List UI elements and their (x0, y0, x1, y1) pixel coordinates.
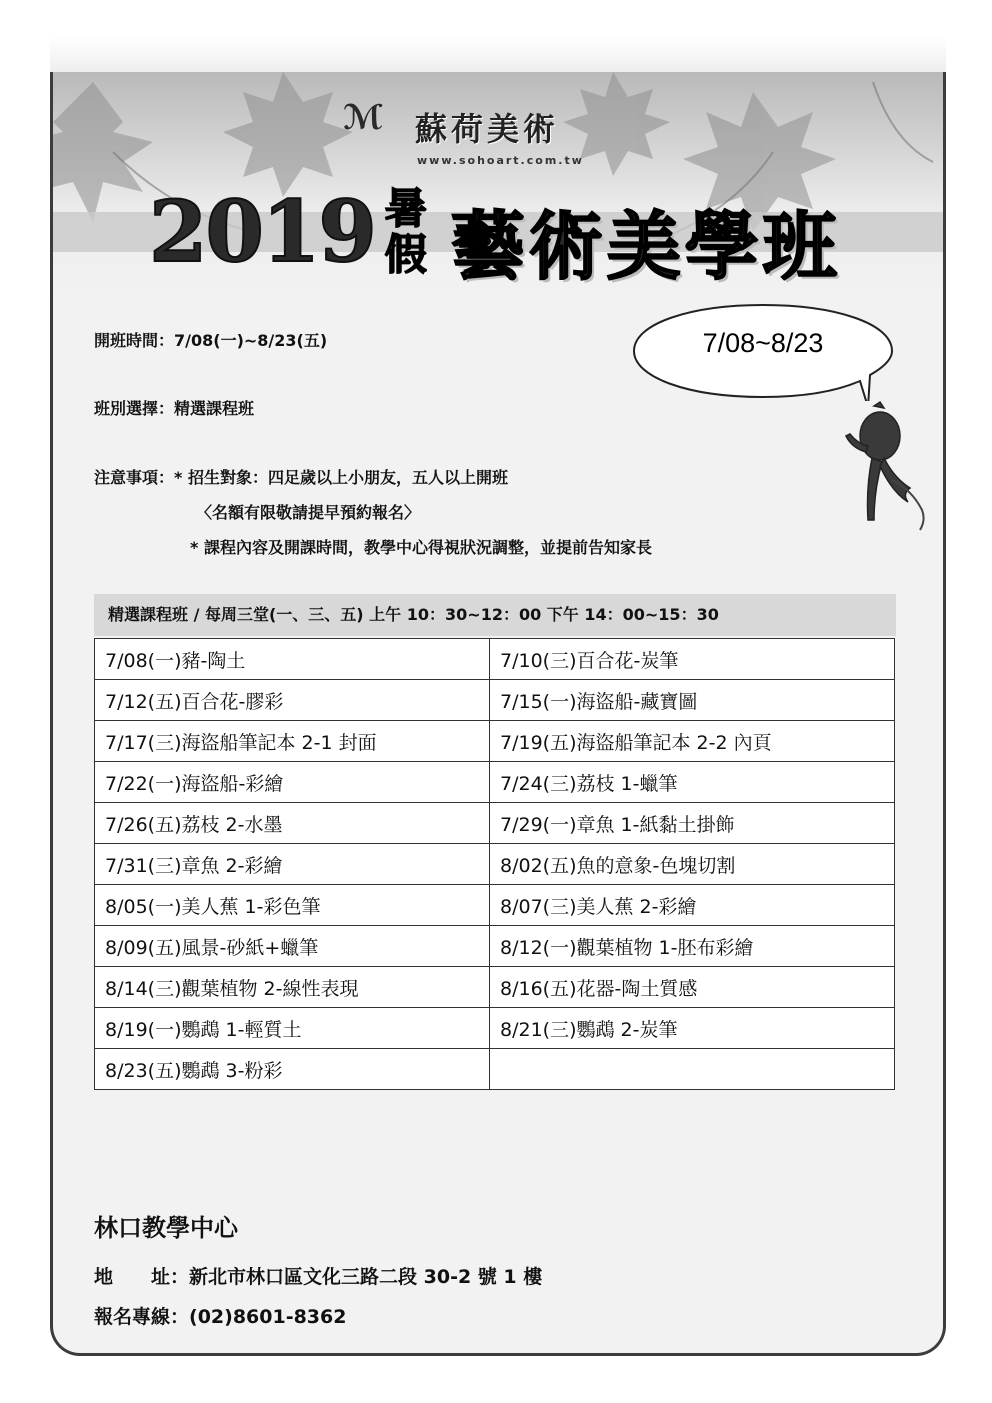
table-row (95, 967, 895, 1008)
table-cell: 7/26(五)荔枝 2-水墨 (95, 803, 490, 844)
table-cell: 8/05(一)美人蕉 1-彩色筆 (95, 885, 490, 926)
title-rest: 藝術美學班 (450, 204, 841, 290)
notes-line-1 (94, 465, 508, 488)
table-row (95, 844, 895, 885)
table-cell: 7/10(三)百合花-炭筆 (490, 639, 895, 680)
schedule-value: 7/08(一)~8/23(五) (174, 331, 328, 350)
address-line (94, 1262, 542, 1289)
table-row (95, 803, 895, 844)
top-shadow-strip (50, 36, 946, 74)
table-row (95, 639, 895, 680)
schedule-header: 精選課程班 / 每周三堂(一、三、五) 上午 10：30~12：00 下午 14：00~15：30 (94, 594, 896, 636)
table-cell: 8/02(五)魚的意象-色塊切割 (490, 844, 895, 885)
brand-url: www.sohoart.com.tw (417, 154, 584, 167)
class-line (94, 396, 254, 419)
table-cell: 8/19(一)鸚鵡 1-輕質土 (95, 1008, 490, 1049)
header-banner (53, 72, 943, 302)
table-cell: 7/24(三)荔枝 1-蠟筆 (490, 762, 895, 803)
table-cell: 8/12(一)觀葉植物 1-胚布彩繪 (490, 926, 895, 967)
table-cell: 7/19(五)海盜船筆記本 2-2 內頁 (490, 721, 895, 762)
address-value: 新北市林口區文化三路二段 30-2 號 1 樓 (189, 1266, 543, 1288)
phone-value: (02)8601-8362 (189, 1306, 347, 1328)
table-row (95, 1008, 895, 1049)
table-cell: 7/29(一)章魚 1-紙黏土掛飾 (490, 803, 895, 844)
note-1: * 招生對象：四足歲以上小朋友，五人以上開班 (174, 468, 508, 487)
notes-label: 注意事項： (94, 468, 175, 487)
phone-label: 報名專線： (94, 1306, 190, 1328)
table-cell: 8/14(三)觀葉植物 2-線性表現 (95, 967, 490, 1008)
title-stack-top: 暑 (384, 184, 427, 233)
brand-name: 蘇荷美術 (415, 110, 560, 148)
table-row (95, 680, 895, 721)
table-row (95, 762, 895, 803)
table-cell: 8/09(五)風景-砂紙+蠟筆 (95, 926, 490, 967)
page-title (149, 182, 841, 292)
table-cell: 7/12(五)百合花-膠彩 (95, 680, 490, 721)
schedule-line (94, 328, 327, 351)
title-year: 2019 (149, 182, 375, 281)
title-stack (385, 186, 451, 278)
title-stack-bottom: 假 (384, 230, 427, 279)
table-row (95, 926, 895, 967)
class-label: 班別選擇： (94, 399, 175, 418)
schedule-label: 開班時間： (94, 331, 175, 350)
course-schedule-table (94, 638, 895, 1090)
brand-logo (343, 98, 643, 167)
brush-figure-illustration (840, 400, 930, 540)
table-row (95, 721, 895, 762)
table-cell: 7/15(一)海盜船-藏寶圖 (490, 680, 895, 721)
table-cell: 8/21(三)鸚鵡 2-炭筆 (490, 1008, 895, 1049)
center-name: 林口教學中心 (94, 1214, 238, 1242)
logo-mark: ℳ (343, 98, 384, 138)
table-cell: 8/16(五)花器-陶土質感 (490, 967, 895, 1008)
bubble-date-range: 7/08~8/23 (702, 328, 824, 358)
table-cell: 7/17(三)海盜船筆記本 2-1 封面 (95, 721, 490, 762)
table-cell (490, 1049, 895, 1090)
table-cell: 8/23(五)鸚鵡 3-粉彩 (95, 1049, 490, 1090)
table-cell: 7/31(三)章魚 2-彩繪 (95, 844, 490, 885)
phone-line (94, 1302, 346, 1329)
address-label: 地 址： (94, 1266, 190, 1288)
table-row (95, 1049, 895, 1090)
note-1b: 〈名額有限敬請提早預約報名〉 (196, 503, 421, 522)
table-row (95, 885, 895, 926)
table-cell: 8/07(三)美人蕉 2-彩繪 (490, 885, 895, 926)
table-cell: 7/22(一)海盜船-彩繪 (95, 762, 490, 803)
table-cell: 7/08(一)豬-陶土 (95, 639, 490, 680)
note-2: * 課程內容及開課時間，教學中心得視狀況調整，並提前告知家長 (190, 538, 652, 557)
class-value: 精選課程班 (174, 399, 255, 418)
